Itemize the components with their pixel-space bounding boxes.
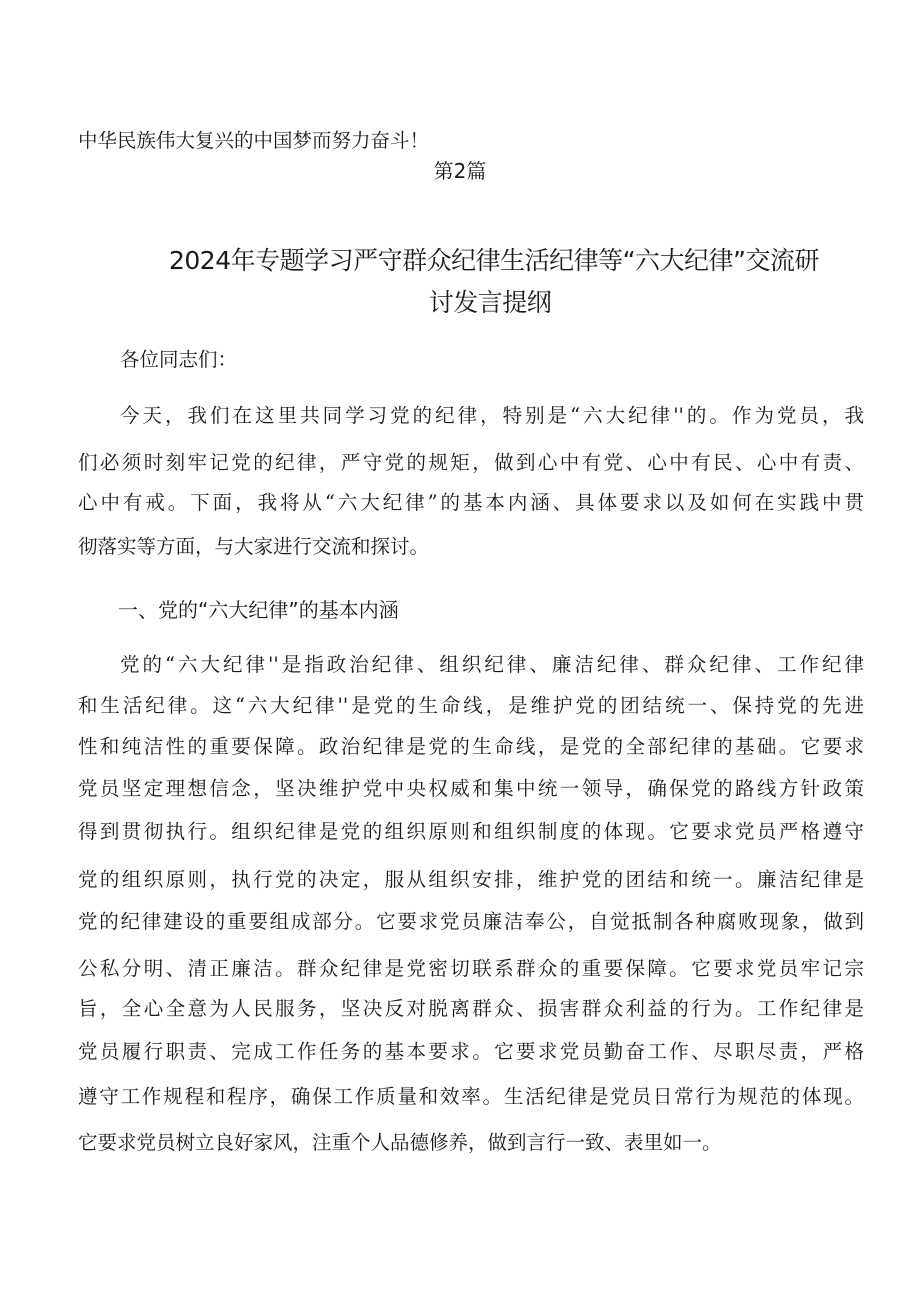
body-line: 党的纪律建设的重要组成部分。它要求党员廉洁奉公，自觉抵制各种腐败现象，做到 xyxy=(78,910,864,933)
carryover-text-line: 中华民族伟大复兴的中国梦而努力奋斗！ xyxy=(78,129,430,152)
document-title xyxy=(100,240,880,324)
body-line: 得到贯彻执行。组织纪律是党的组织原则和组织制度的体现。它要求党员严格遵守 xyxy=(78,820,864,843)
body-line: 和生活纪律。这“六大纪律''是党的生命线，是维护党的团结统一、保持党的先进 xyxy=(78,694,864,717)
section-heading: 一、党的“六大纪律”的基本内涵 xyxy=(118,598,399,622)
title-line-1: 2024年专题学习严守群众纪律生活纪律等“六大纪律”交流研 xyxy=(168,246,820,275)
body-line: 它要求党员树立良好家风，注重个人品德修养，做到言行一致、表里如一。 xyxy=(78,1131,722,1154)
salutation: 各位同志们： xyxy=(120,348,238,371)
intro-line: 们必须时刻牢记党的纪律，严守党的规矩，做到心中有党、心中有民、心中有责、 xyxy=(78,451,864,474)
body-line: 党员履行职责、完成工作任务的基本要求。它要求党员勤奋工作、尽职尽责，严格 xyxy=(78,1040,864,1063)
body-line: 遵守工作规程和程序，确保工作质量和效率。生活纪律是党员日常行为规范的体现。 xyxy=(78,1085,864,1108)
body-line: 性和纯洁性的重要保障。政治纪律是党的生命线，是党的全部纪律的基础。它要求 xyxy=(78,735,864,758)
title-line-2: 讨发言提纲 xyxy=(428,288,552,317)
body-line: 旨，全心全意为人民服务，坚决反对脱离群众、损害群众利益的行为。工作纪律是 xyxy=(78,997,864,1020)
body-line: 党员坚定理想信念，坚决维护党中央权威和集中统一领导，确保党的路线方针政策 xyxy=(78,777,864,800)
intro-line: 心中有戒。下面，我将从“六大纪律”的基本内涵、具体要求以及如何在实践中贯 xyxy=(78,491,864,514)
part-label: 第2篇 xyxy=(433,159,487,183)
body-line: 党的“六大纪律''是指政治纪律、组织纪律、廉洁纪律、群众纪律、工作纪律 xyxy=(120,653,864,676)
intro-line: 今天，我们在这里共同学习党的纪律，特别是“六大纪律''的。作为党员，我 xyxy=(120,404,864,427)
body-line: 公私分明、清正廉洁。群众纪律是党密切联系群众的重要保障。它要求党员牢记宗 xyxy=(78,957,864,980)
body-line: 党的组织原则，执行党的决定，服从组织安排，维护党的团结和统一。廉洁纪律是 xyxy=(78,868,864,891)
intro-line: 彻落实等方面，与大家进行交流和探讨。 xyxy=(78,535,430,558)
